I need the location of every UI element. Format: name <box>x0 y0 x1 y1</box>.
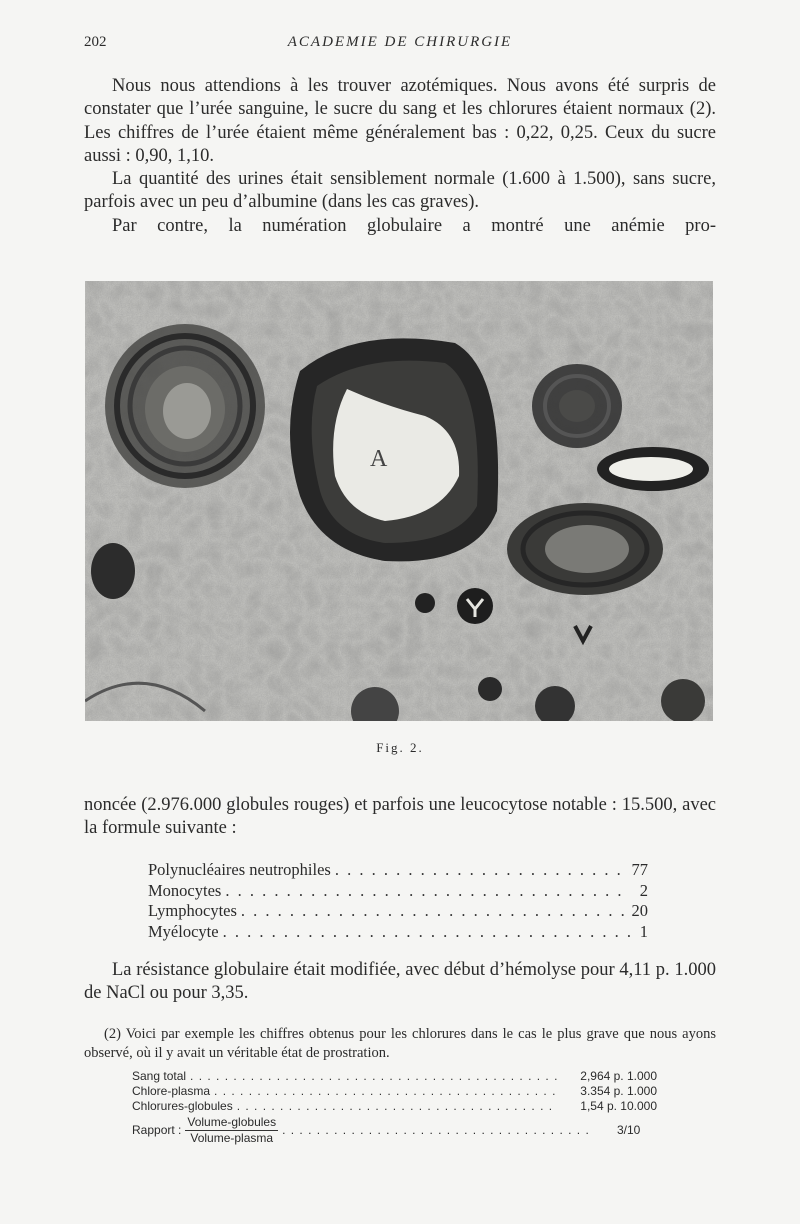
ratio-fraction <box>185 1115 278 1146</box>
ratio-value: 3/10 <box>617 1123 641 1137</box>
resistance-text-block <box>84 959 716 1006</box>
table-row <box>132 1069 657 1084</box>
formula-row <box>148 922 648 943</box>
table-label: Sang total <box>132 1069 187 1083</box>
ratio-numerator: Volume-globules <box>187 1115 277 1129</box>
formula-label: Polynucléaires neutrophiles <box>148 860 331 879</box>
leader-dots <box>186 1069 557 1084</box>
figure-caption: Fig. 2. <box>376 740 424 755</box>
paragraph: La quantité des urines était sensiblement normale (1.600 à 1.500), sans sucre, parfois avec un peu d’albumine (dans les cas graves). <box>84 169 716 213</box>
table-value: 3.354 p. 1.000 <box>580 1084 657 1098</box>
running-title: ACADEMIE DE CHIRURGIE <box>287 34 513 50</box>
leader-dots <box>210 1084 557 1099</box>
micrograph-figure <box>85 281 713 721</box>
leader-dots <box>331 860 630 881</box>
footnote <box>84 1025 716 1063</box>
table-row <box>132 1084 657 1099</box>
leader-dots <box>221 881 630 902</box>
paragraph: La résistance globulaire était modifiée, avec début d’hémolyse pour 4,11 p. 1.000 de NaCl ou pour 3,35. <box>84 960 716 1004</box>
page-header <box>84 34 716 56</box>
table-label: Chlorures-globules <box>132 1099 233 1113</box>
table-row <box>132 1099 657 1114</box>
formula-value: 1 <box>639 921 648 941</box>
paragraph: Nous nous attendions à les trouver azotémiques. Nous avons été surpris de constater que l’urée sanguine, le sucre du sang et les chlorures étaient normaux (2). Les chiffres de l’urée étaient même généralement bas : 0,22, 0,25. Ceux du sucre aussi : 0,90, 1,10. <box>84 76 716 166</box>
paragraph: noncée (2.976.000 globules rouges) et parfois une leucocytose notable : 15.500, avec la formule suivante : <box>84 795 716 839</box>
formula-value: 2 <box>639 880 648 900</box>
formula-value: 20 <box>631 901 648 920</box>
formula-row <box>148 881 648 902</box>
page-number: 202 <box>84 34 107 50</box>
formula-label: Monocytes <box>148 880 222 900</box>
ratio-row <box>132 1115 657 1146</box>
chloride-values-table <box>132 1069 657 1146</box>
ratio-label: Rapport : <box>132 1123 182 1137</box>
leukocyte-formula-list <box>148 860 648 942</box>
table-value: 1,54 p. 10.000 <box>580 1099 657 1113</box>
leader-dots <box>219 922 630 943</box>
leader-dots <box>278 1123 617 1138</box>
formula-row <box>148 860 648 881</box>
mid-text-block <box>84 794 716 841</box>
formula-label: Myélocyte <box>148 921 219 941</box>
footnote-text: (2) Voici par exemple les chiffres obtenus pour les chlorures dans le cas le plus grave que nous ayons observé, où il y avait un véritable état de prostration. <box>84 1026 716 1061</box>
ratio-denominator: Volume-plasma <box>190 1131 274 1145</box>
leader-dots <box>237 901 630 922</box>
table-value: 2,964 p. 1.000 <box>580 1069 657 1083</box>
figure-label: A <box>370 446 388 472</box>
formula-label: Lymphocytes <box>148 901 237 920</box>
formula-row <box>148 901 648 922</box>
micrograph-image <box>85 281 713 721</box>
table-label: Chlore-plasma <box>132 1084 211 1098</box>
leader-dots <box>233 1099 557 1114</box>
formula-value: 77 <box>631 860 648 879</box>
paragraph: Par contre, la numération globulaire a montré une anémie pro- <box>112 215 716 236</box>
top-text-block <box>84 75 716 238</box>
